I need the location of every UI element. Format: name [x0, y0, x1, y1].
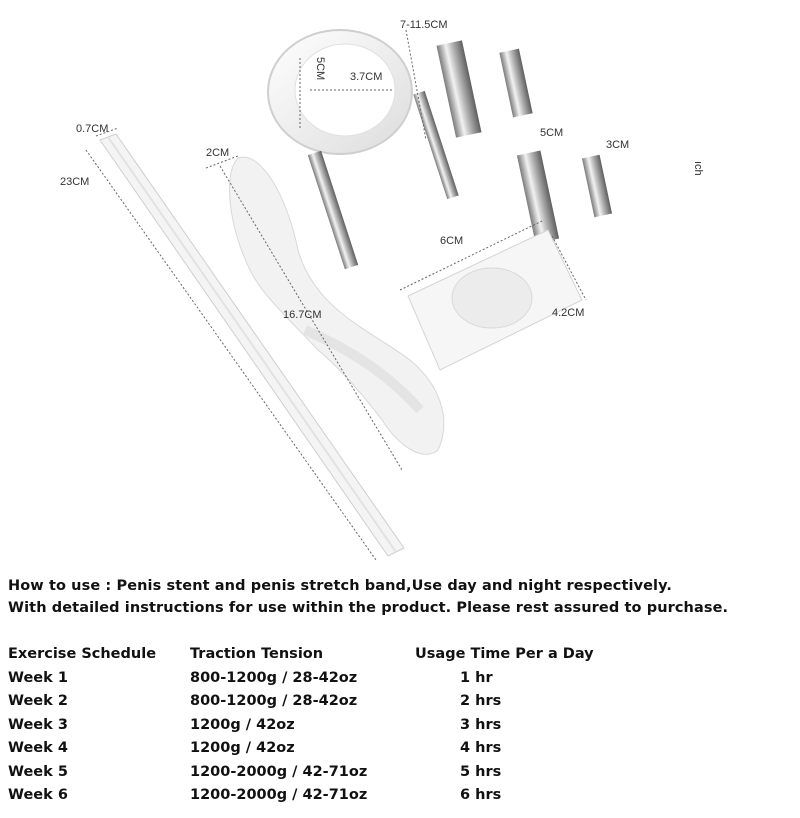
tension-cell: 1200-2000g / 42-71oz [190, 787, 368, 803]
band-width-label: 2CM [206, 147, 230, 159]
edge-fragment: ıch [692, 161, 704, 176]
comfort-pad [400, 220, 586, 370]
exercise-schedule-table [0, 646, 800, 811]
extension-3cm-label: 3CM [606, 139, 630, 151]
header-usage-time: Usage Time Per a Day [415, 646, 594, 662]
schedule-row [0, 717, 800, 741]
week-cell: Week 1 [8, 669, 68, 686]
header-traction-tension: Traction Tension [190, 646, 324, 662]
instructions-line-2: With detailed instructions for use within the product. Please rest assured to purchase. [8, 600, 729, 616]
rod-width-label: 0.7CM [76, 123, 109, 135]
week-cell: Week 5 [8, 763, 68, 780]
time-cell: 4 hrs [460, 740, 502, 756]
week-cell: Week 6 [8, 787, 68, 803]
tension-cell: 1200g / 42oz [190, 740, 295, 756]
pad-height-label: 4.2CM [552, 307, 585, 319]
time-cell: 2 hrs [460, 693, 502, 709]
extension-5cm-label: 5CM [540, 127, 564, 139]
week-cell: Week 3 [8, 716, 68, 733]
tension-cell: 800-1200g / 28-42oz [190, 669, 358, 686]
traction-ring [268, 30, 412, 154]
schedule-row [0, 670, 800, 694]
schedule-row [0, 693, 800, 717]
schedule-header-row [0, 646, 800, 670]
time-cell: 5 hrs [460, 763, 502, 780]
extension-rods [437, 40, 613, 243]
pad-width-label: 6CM [440, 235, 464, 247]
schedule-row [0, 764, 800, 788]
time-cell: 1 hr [460, 669, 493, 686]
schedule-row [0, 787, 800, 811]
ring-inner-label: 3.7CM [350, 71, 383, 83]
band-length-label: 16.7CM [283, 309, 322, 321]
header-exercise-schedule: Exercise Schedule [8, 646, 157, 662]
time-cell: 3 hrs [460, 716, 502, 733]
week-cell: Week 4 [8, 740, 68, 756]
ring-outer-label: 5CM [314, 57, 326, 81]
instructions-line-1: How to use : Penis stent and penis stretch band,Use day and night respectively. [8, 578, 672, 594]
rod-length-label: 23CM [60, 176, 90, 188]
week-cell: Week 2 [8, 693, 68, 709]
bar-range-label: 7-11.5CM [400, 19, 448, 31]
tension-cell: 1200-2000g / 42-71oz [190, 763, 368, 780]
tension-cell: 1200g / 42oz [190, 716, 295, 733]
schedule-row [0, 740, 800, 764]
tension-cell: 800-1200g / 28-42oz [190, 693, 358, 709]
time-cell: 6 hrs [460, 787, 502, 803]
